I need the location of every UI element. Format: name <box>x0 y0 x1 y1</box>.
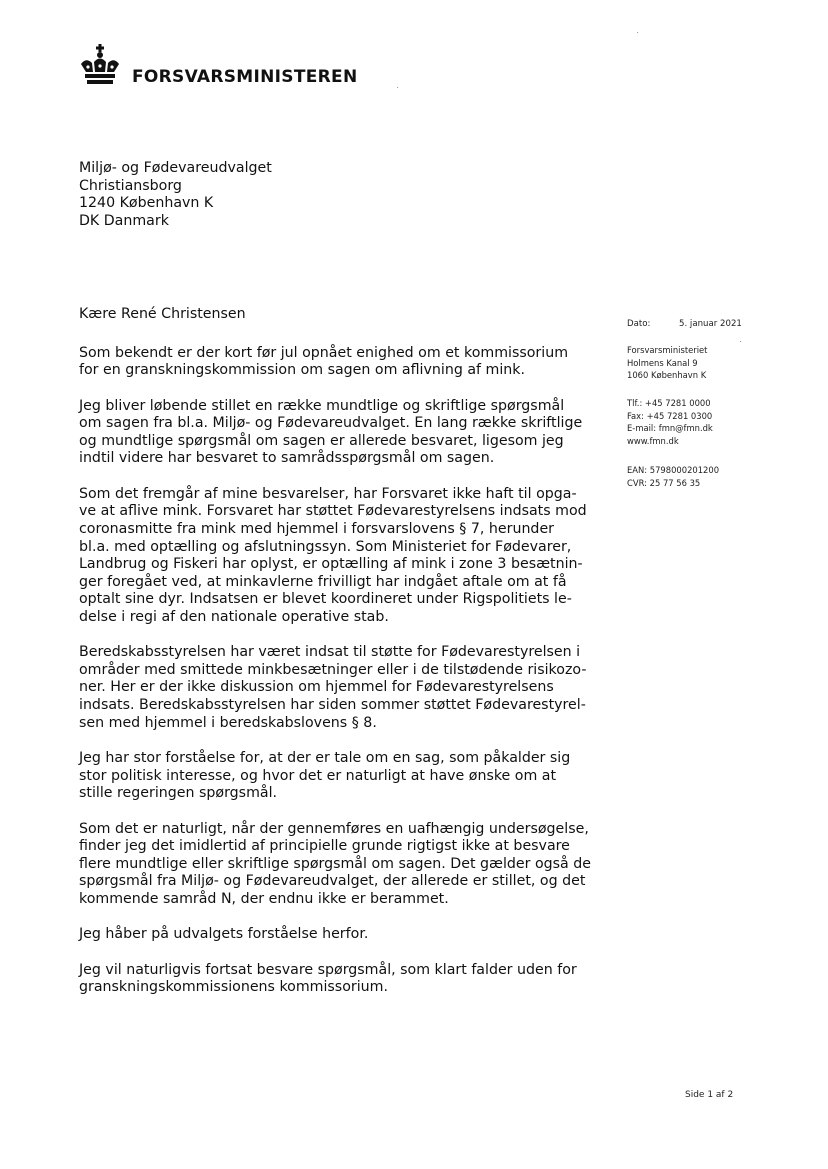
paragraph <box>79 926 599 944</box>
address-line: DK Danmark <box>79 212 169 229</box>
paragraph-line: om sagen fra bl.a. Miljø- og Fødevareudvalget. En lang række skriftlige <box>79 415 583 432</box>
paragraph-line: stille regeringen spørgsmål. <box>79 785 278 802</box>
paragraph-line: finder jeg det imidlertid af principielle grunde rigtigst ikke at besvare <box>79 838 570 855</box>
paragraph-line: kommende samråd N, der endnu ikke er berammet. <box>79 891 449 908</box>
paragraph-line: Beredskabsstyrelsen har været indsat til støtte for Fødevarestyrelsen i <box>79 644 581 661</box>
date-row <box>627 319 742 329</box>
page-number: Side 1 af 2 <box>685 1090 734 1100</box>
ean-number: EAN: 5798000201200 <box>627 465 720 475</box>
paragraph <box>79 345 599 380</box>
scan-speck <box>740 341 741 342</box>
address-line: Christiansborg <box>79 177 182 194</box>
letter-paragraphs <box>79 345 599 997</box>
sender-address-line: Holmens Kanal 9 <box>627 357 698 368</box>
website: www.fmn.dk <box>627 435 679 446</box>
paragraph-line: sen med hjemmel i beredskabslovens § 8. <box>79 714 377 731</box>
salutation: Kære René Christensen <box>79 306 246 322</box>
paragraph-line: indtil videre har besvaret to samrådsspørgsmål om sagen. <box>79 450 495 467</box>
paragraph-line: stor politisk interesse, og hvor det er naturligt at have ønske om at <box>79 767 557 784</box>
paragraph <box>79 486 599 627</box>
scan-speck <box>397 87 398 88</box>
paragraph <box>79 398 599 468</box>
paragraph <box>79 821 599 909</box>
paragraph-line: for en granskningskommission om sagen om aflivning af mink. <box>79 362 526 379</box>
sender-address-line: 1060 København K <box>627 370 707 381</box>
paragraph-line: bl.a. med optælling og afslutningssyn. Som Ministeriet for Fødevarer, <box>79 538 572 555</box>
paragraph-line: Som det er naturligt, når der gennemføres en uafhængig undersøgelse, <box>79 820 589 837</box>
sender-ids <box>627 464 719 489</box>
paragraph-line: Som bekendt er der kort før jul opnået enighed om et kommissorium <box>79 344 569 361</box>
paragraph-line: granskningskommissionens kommissorium. <box>79 979 388 996</box>
sender-address <box>627 344 707 382</box>
paragraph-line: coronasmitte fra mink med hjemmel i forsvarslovens § 7, herunder <box>79 520 555 537</box>
ministry-name: FORSVARSMINISTEREN <box>132 67 358 87</box>
paragraph-line: Jeg vil naturligvis fortsat besvare spørgsmål, som klart falder uden for <box>79 961 577 978</box>
email: E-mail: fmn@fmn.dk <box>627 423 713 434</box>
paragraph <box>79 644 599 732</box>
address-line: 1240 København K <box>79 195 214 211</box>
date-value: 5. januar 2021 <box>679 319 742 329</box>
crown-icon <box>78 44 122 88</box>
sender-address-line: Forsvarsministeriet <box>627 345 708 355</box>
paragraph-line: Som det fremgår af mine besvarelser, har Forsvaret ikke haft til opga- <box>79 485 577 502</box>
paragraph-line: Jeg har stor forståelse for, at der er tale om en sag, som påkalder sig <box>79 750 571 767</box>
paragraph <box>79 750 599 803</box>
date-label: Dato: <box>627 319 651 329</box>
paragraph-line: indsats. Beredskabsstyrelsen har siden sommer støttet Fødevarestyrel- <box>79 697 586 714</box>
ministry-logo <box>78 44 357 88</box>
paragraph-line: Jeg bliver løbende stillet en række mundtlige og skriftlige spørgsmål <box>79 397 565 414</box>
paragraph-line: ve at aflive mink. Forsvaret har støttet Fødevarestyrelsens indsats mod <box>79 503 587 520</box>
paragraph-line: delse i regi af den nationale operative stab. <box>79 608 389 625</box>
recipient-address <box>79 160 272 230</box>
paragraph-line: Landbrug og Fiskeri har oplyst, er optælling af mink i zone 3 besætnin- <box>79 556 583 573</box>
cvr-number: CVR: 25 77 56 35 <box>627 477 701 488</box>
sender-contact <box>627 397 713 447</box>
fax: Fax: +45 7281 0300 <box>627 410 713 421</box>
scan-speck <box>637 32 638 33</box>
phone: Tlf.: +45 7281 0000 <box>627 398 711 408</box>
paragraph-line: spørgsmål fra Miljø- og Fødevareudvalget, der allerede er stillet, og det <box>79 873 586 890</box>
paragraph-line: optalt sine dyr. Indsatsen er blevet koordineret under Rigspolitiets le- <box>79 591 572 608</box>
paragraph <box>79 962 599 997</box>
letter-body <box>79 306 599 1015</box>
paragraph-line: flere mundtlige eller skriftlige spørgsmål om sagen. Det gælder også de <box>79 855 591 872</box>
paragraph-line: områder med smittede minkbesætninger eller i de tilstødende risikozo- <box>79 661 587 678</box>
address-line: Miljø- og Fødevareudvalget <box>79 160 272 176</box>
paragraph-line: og mundtlige spørgsmål om sagen er allerede besvaret, ligesom jeg <box>79 432 564 449</box>
paragraph-line: ger foregået ved, at minkavlerne frivilligt har indgået aftale om at få <box>79 573 567 590</box>
paragraph-line: ner. Her er der ikke diskussion om hjemmel for Fødevarestyrelsens <box>79 679 554 696</box>
paragraph-line: Jeg håber på udvalgets forståelse herfor. <box>79 926 369 943</box>
